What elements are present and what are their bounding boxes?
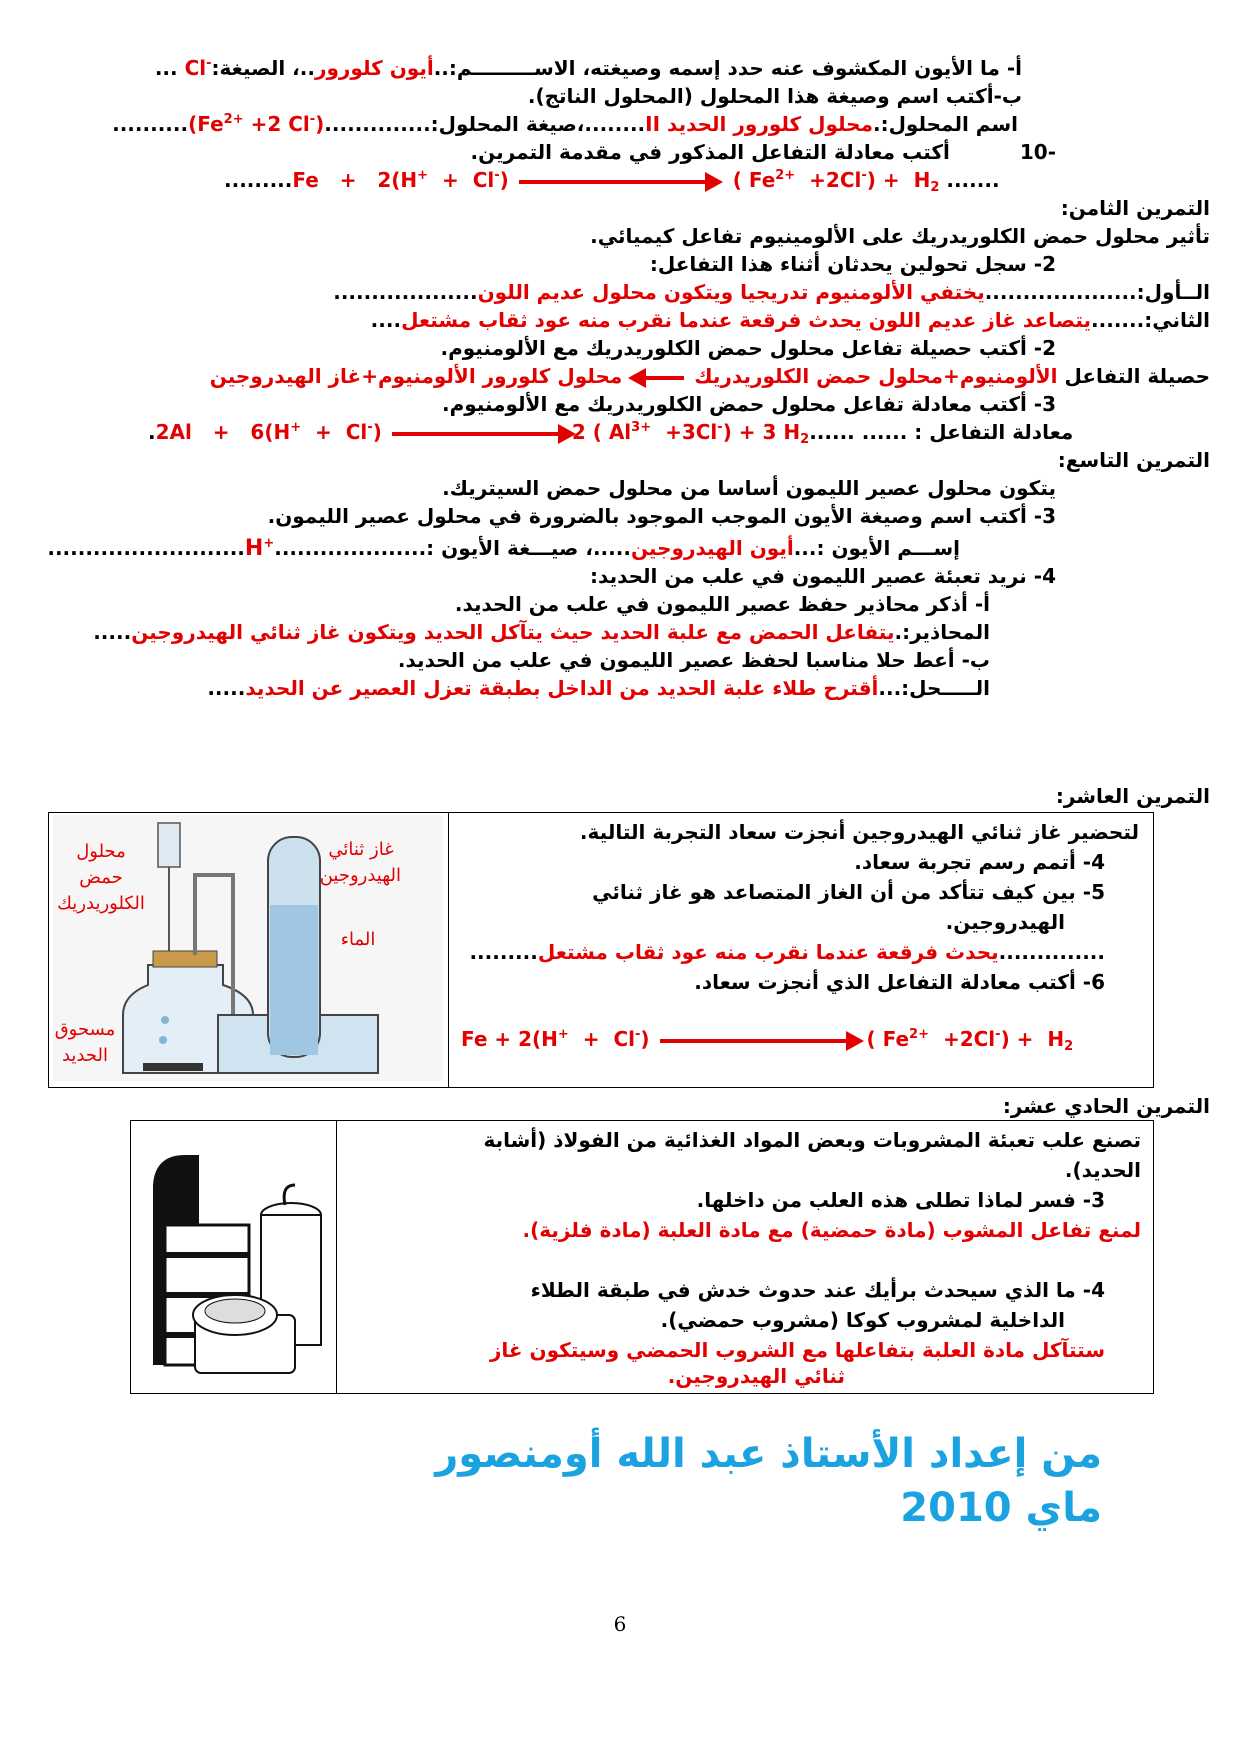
question-a-mid: ..، الصيغة:	[211, 56, 315, 80]
balance-label: حصيلة التفاعل	[1064, 364, 1210, 388]
equation-3: Fe + 2(H+ + Cl-) ( $Fe^{2+} +2Cl^-) + H_2$	[461, 1027, 1074, 1054]
ex11-answer-2a: ستتآكل مادة العلبة بتفاعلها مع الشروب الحمضي وسيتكون غاز	[489, 1338, 1105, 1362]
solution-name-answer: محلول كلورور الحديد II	[645, 112, 873, 136]
equation-1-products: ( $Fe^{2+} +2Cl^-) + H_2$	[732, 168, 940, 195]
experiment-figure	[53, 815, 443, 1081]
question-number: -10	[1019, 140, 1056, 164]
label-acid: محلول حمض الكلوريدريك	[57, 841, 145, 914]
reaction-arrow	[519, 180, 709, 184]
balance-products: محلول كلورور الألومنيوم+غاز الهيدروجين	[209, 364, 623, 388]
second-answer: يتصاعد غاز عديم اللون يحدث فرقعة عندما نقرب منه عود ثقاب مشتعل	[401, 308, 1092, 332]
equation-2	[148, 418, 1073, 446]
ion-tail: ..........................	[47, 536, 245, 560]
ex11-line-5: 4- ما الذي سيحدث برأيك عند حدوث خدش في طبقة الطلاء	[530, 1278, 1105, 1302]
ex10-dots: ..............	[998, 940, 1105, 964]
exercise-11-table	[130, 1120, 1154, 1394]
equation-2-label: معادلة التفاعل :	[914, 420, 1074, 444]
ex10-tail: .........	[469, 940, 538, 964]
ex11-line-3: 3- فسر لماذا تطلى هذه العلب من داخلها.	[696, 1188, 1105, 1212]
solution-name-label: اسم المحلول:.	[872, 112, 1018, 136]
balance-arrow	[644, 376, 684, 380]
first-answer: يختفي الألومنيوم تدريجيا ويتكون محلول عديم اللون	[477, 280, 985, 304]
ex10-line-2: 4- أتمم رسم تجربة سعاد.	[854, 850, 1105, 874]
question-10	[471, 138, 1056, 166]
equation-2-dots: ...... ......	[809, 420, 908, 444]
exercise-11-title: التمرين الحادي عشر:	[1002, 1094, 1210, 1118]
page-number: 6	[613, 1612, 627, 1636]
equation-lead-dots: .........	[224, 168, 293, 192]
exercise-9-title: التمرين التاسع:	[1057, 448, 1210, 472]
ion-name-answer: أيون الهيدروجين	[630, 536, 794, 560]
second-label: الثاني:.......	[1091, 308, 1210, 332]
exercise-8-q2b: 2- أكتب حصيلة تفاعل محلول حمض الكلوريدريك مع الألومنيوم.	[440, 336, 1056, 360]
ex10-line-1: لتحضير غاز ثنائي الهيدروجين أنجزت سعاد التجربة التالية.	[579, 820, 1139, 844]
question-10-text: أكتب معادلة التفاعل المذكور في مقدمة التمرين.	[470, 140, 950, 164]
ex11-line-1: تصنع علب تعبئة المشروبات وبعض المواد الغذائية من الفولاذ (أشابة	[483, 1128, 1141, 1152]
solution-line-tail: ..........	[112, 112, 189, 136]
solution-answer: أقترح طلاء علبة الحديد من الداخل بطبقة تعزل العصير عن الحديد	[245, 676, 879, 700]
balance-reactants: الألومنيوم+محلول حمض الكلوريدريك	[694, 364, 1058, 388]
first-tail: ...................	[333, 280, 478, 304]
author-line: من إعداد الأستاذ عبد الله أومنصور	[435, 1431, 1102, 1477]
exercise-8-title: التمرين الثامن:	[1060, 196, 1210, 220]
ex11-line-2: الحديد).	[1064, 1158, 1141, 1182]
equation-2-products: 2 ( $Al^{3+} +3Cl^-) + 3$ $H_2$	[571, 420, 810, 447]
equation-tail-dots: .......	[946, 168, 1000, 192]
reaction-arrow	[660, 1039, 850, 1043]
ex10-line-5	[469, 937, 1105, 967]
exercise-8-q2: 2- سجل تحولين يحدثان أثناء هذا التفاعل:	[649, 252, 1056, 276]
ex10-line-3: 5- بين كيف تتأكد من أن الغاز المتصاعد هو غاز ثنائي	[592, 880, 1105, 904]
label-gas: غاز ثنائي الهيدروجين	[319, 839, 401, 886]
exercise-9-ion	[47, 534, 960, 563]
question-a-text: أ- ما الأيون المكشوف عنه حدد إسمه وصيغته، الاســـــــــم:..	[433, 56, 1022, 80]
solution-formula-label: ........،صيغة المحلول:..............	[324, 112, 646, 136]
equation-1	[224, 166, 1000, 194]
exercise-9-warning	[93, 618, 990, 646]
exercise-10-title: التمرين العاشر:	[1055, 784, 1210, 808]
cans-figure	[135, 1125, 331, 1387]
answer-ion-formula: Cl-	[184, 56, 212, 80]
solution-formula-answer: ($Fe^{2+} +2$ Cl-)	[188, 112, 325, 136]
second-tail: ....	[370, 308, 402, 332]
ion-formula-answer: H+	[244, 536, 275, 561]
exercise-8-first	[333, 278, 1210, 306]
first-label: الــأول:....................	[984, 280, 1210, 304]
exercise-8-second	[371, 306, 1210, 334]
ex11-line-6: الداخلية لمشروب كوكا (مشروب حمضي).	[660, 1308, 1065, 1332]
warning-label: المحاذير:.	[894, 620, 990, 644]
equation-2-reactants: .2Al + 6(H+ + Cl-)	[148, 420, 382, 444]
ex10-line-4: الهيدروجين.	[945, 910, 1065, 934]
reaction-arrow	[392, 432, 562, 436]
ex10-answer: يحدث فرقعة عندما نقرب منه عود ثقاب مشتعل	[537, 940, 999, 964]
solution-line	[112, 110, 1018, 138]
table-divider	[448, 813, 449, 1087]
cans-drawing	[135, 1125, 331, 1387]
table-divider	[336, 1121, 337, 1393]
answer-ion-name: أيون كلورور	[314, 56, 434, 80]
exercise-9-q4: 4- نريد تعبئة عصير الليمون في علب من الحديد:	[590, 564, 1056, 588]
exercise-10-table	[48, 812, 1154, 1088]
label-water: الماء	[340, 929, 376, 950]
ex11-answer-1: لمنع تفاعل المشوب (مادة حمضية) مع مادة العلبة (مادة فلزية).	[522, 1218, 1141, 1242]
exercise-8-q3: 3- أكتب معادلة تفاعل محلول حمض الكلوريدريك مع الألومنيوم.	[442, 392, 1056, 416]
question-a	[155, 54, 1022, 82]
exercise-9-intro: يتكون محلول عصير الليمون أساسا من محلول حمض السيتريك.	[442, 476, 1056, 500]
warning-tail: .....	[93, 620, 132, 644]
warning-answer: يتفاعل الحمض مع علبة الحديد حيث يتآكل الحديد ويتكون غاز ثنائي الهيدروجين	[131, 620, 895, 644]
ion-label: إســـم الأيون :...	[793, 536, 960, 560]
equation-1-reactants: Fe + 2(H+ + Cl-)	[292, 168, 509, 192]
label-iron: مسحوق الحديد	[54, 1019, 116, 1066]
exercise-9-solution	[207, 674, 990, 702]
solution-tail: .....	[207, 676, 246, 700]
date-line: ماي 2010	[900, 1485, 1102, 1531]
question-a-tail: ...	[154, 56, 178, 80]
ex11-answer-2b: ثنائي الهيدروجين.	[667, 1364, 845, 1388]
ex10-line-6: 6- أكتب معادلة التفاعل الذي أنجزت سعاد.	[694, 970, 1105, 994]
ion-formula-label: .....، صيـــغة الأيون :....................	[274, 536, 631, 560]
exercise-9-q3: 3- أكتب اسم وصيغة الأيون الموجب الموجود بالضرورة في محلول عصير الليمون.	[267, 504, 1056, 528]
exercise-8-balance	[210, 362, 1210, 390]
exercise-8-intro: تأثير محلول حمض الكلوريدريك على الألومينيوم تفاعل كيميائي.	[590, 224, 1210, 248]
exercise-9-q4b: ب- أعط حلا مناسبا لحفظ عصير الليمون في علب من الحديد.	[397, 648, 990, 672]
solution-label: الـــــحل:...	[878, 676, 990, 700]
exercise-9-q4a: أ- أذكر محاذير حفظ عصير الليمون في علب من الحديد.	[454, 592, 990, 616]
question-b: ب-أكتب اسم وصيغة هذا المحلول (المحلول الناتج).	[527, 84, 1022, 108]
